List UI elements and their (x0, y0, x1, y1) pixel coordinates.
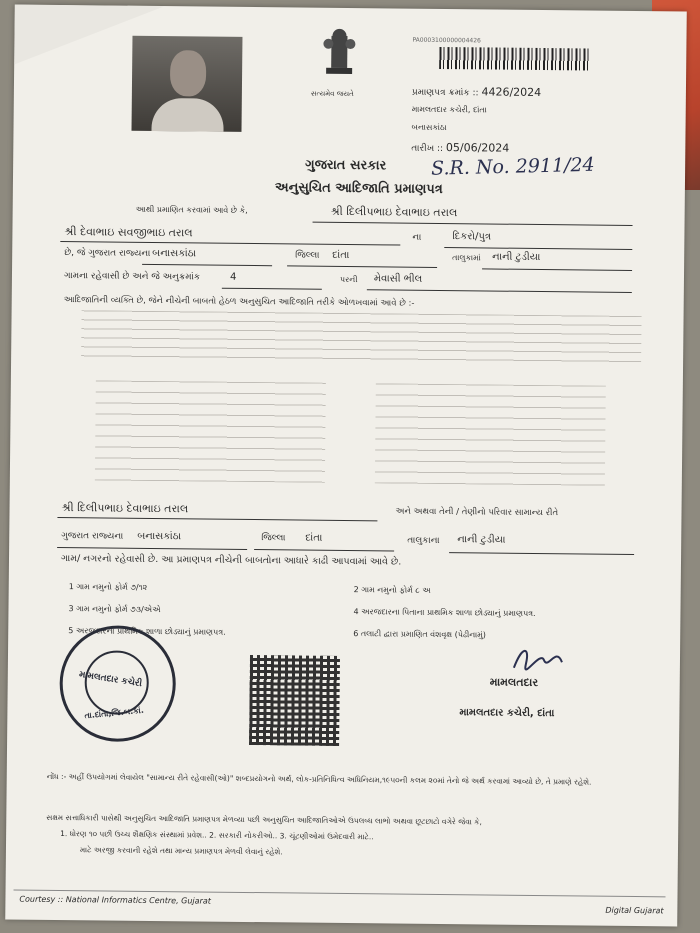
par-label: પરની (339, 274, 358, 285)
signatory-office: મામલતદાર કચેરી, દાંતા (459, 707, 555, 720)
date-row (411, 141, 509, 155)
basis-statement: ગામ/ નગરનો રહેવાસી છે. આ પ્રમાણપત્ર નીચેની બાબતોના આધારે કાઢી આપવામાં આવે છે. (60, 553, 402, 568)
section2-jilla-label: જિલ્લા (261, 533, 286, 544)
photo-face (170, 50, 206, 96)
underline (287, 265, 437, 268)
taluka-label: તાલુકામાં (452, 253, 481, 263)
note-benefits-list: 1. ધોરણ ૧૦ પછી ઉચ્ચ શૈક્ષણિક સંસ્થામાં પ્રવેશ.. 2. સરકારી નોકરીઓ.. 3. ચૂંટણીઓમાં ઉમેદવારી માટે.. (60, 829, 374, 842)
adijati-statement: આદિજાતિની વ્યક્તિ છે, જેને નીચેની બાબતો હેઠળ અનુસુચિત આદિજાતિ તરીકે ઓળખવામાં આવે છે :- (63, 295, 415, 309)
cert-no-value: 4426/2024 (481, 85, 542, 100)
date-label: તારીખ :: (411, 143, 444, 154)
section2-village: નાની ટુડીયા (457, 534, 506, 546)
certificate-title: અનુસુચિત આદિજાતિ પ્રમાણપત્ર (274, 180, 443, 197)
section2-taluka-label: તાલુકાના (407, 535, 440, 546)
basis-item-4: 4 અરજદારના પિતાના પ્રાથમિક શાળા છોડ્યાનું પ્રમાણપત્ર. (353, 607, 536, 618)
stamp-text: મામલતદાર કચેરી (78, 669, 143, 690)
village: નાની ટુડીયા (492, 251, 541, 264)
section2-and-or: અને અથવા તેની / તેણીનો પરિવાર સામાન્ય રીતે (395, 506, 559, 519)
sr-no-handwritten: S.R. No. 2911/24 (430, 153, 595, 180)
section2-taluka: દાંતા (305, 532, 323, 544)
father-name: શ્રી દેવાભાઇ સવજીભાઇ તરાલ (64, 225, 193, 240)
basis-item-2: 2 ગામ નમુનો ફોર્મ ૮ અ (353, 585, 431, 595)
applicant-photo (131, 36, 242, 132)
serial-number: 4 (229, 271, 237, 283)
basis-item-6: 6 તલાટી દ્વારા પ્રમાણિત વંશવૃક્ષ (પેઢીનામું) (353, 629, 486, 640)
header-office: મામલતદાર કચેરી, દાંતા (411, 104, 487, 115)
statute-fineprint-right (375, 383, 606, 485)
date-value: 05/06/2024 (445, 141, 510, 155)
underline (57, 517, 377, 521)
relation: દિકરો/પુત્ર (452, 231, 492, 243)
statute-fineprint-left (95, 380, 326, 482)
underline (142, 264, 272, 266)
jilla-label: જિલ્લા (295, 250, 320, 261)
certificate-sheet (5, 5, 687, 927)
barcode (439, 47, 589, 71)
underline (313, 222, 633, 226)
stamp-place: તા.દાંતા,જિ.બ.કાં. (84, 705, 145, 721)
underline (449, 552, 634, 555)
emblem-caption: સત્યમેવ જયતે (310, 89, 354, 99)
section2-name: શ્રી દિલીપભાઇ દેવાભાઇ તરાલ (61, 501, 189, 516)
state-prefix: છે, જે ગુજરાત રાજ્યના (64, 248, 151, 259)
underline (57, 547, 247, 550)
govt-title: ગુજરાત સરકાર (305, 157, 387, 174)
gaam-prefix: ગામના રહેવાસી છે અને જે અનુક્રમાંક (63, 271, 201, 283)
basis-item-3: 3 ગામ નમુનો ફોર્મ ૭૩/એએ (68, 604, 161, 615)
applicant-name: શ્રી દિલીપભાઇ દેવાભાઇ તરાલ (330, 204, 458, 220)
underline (60, 241, 400, 246)
certify-prefix: આથી પ્રમાણિત કરવામાં આવે છે કે, (135, 204, 248, 215)
handwritten-signature-icon (508, 642, 568, 677)
photo-body (151, 98, 223, 132)
taluka: દાંતા (332, 249, 350, 262)
footer-digital-gujarat: Digital Gujarat (605, 905, 664, 916)
note-benefits: સક્ષમ સત્તાધિકારી પાસેથી અનુસુચિત આદિજાતિ પ્રમાણપત્ર મેળવ્યા પછી અનુસુચિત આદિજાતિઓએ ઉપલબ્ધ લાભો અથવા છૂટછાટો વગેરે જેવા કે, (46, 812, 482, 827)
footer-courtesy: Courtesy :: National Informatics Centre, Gujarat (19, 894, 211, 906)
basis-item-1: 1 ગામ નમુનો ફોર્મ ૭/૧૨ (68, 582, 148, 592)
underline (444, 247, 632, 250)
header-district: બનાસકાંઠા (411, 122, 447, 133)
section2-state-prefix: ગુજરાત રાજ્યના (61, 531, 124, 542)
basis-item-5: 5 અરજદારના પ્રાથમિક શાળા છોડ્યાનું પ્રમાણપત્ર. (68, 626, 226, 637)
na-label: ના (412, 232, 422, 243)
office-stamp (59, 625, 176, 742)
underline (482, 268, 632, 271)
underline (222, 288, 322, 290)
tribe-name: મેવાસી ભીલ (373, 273, 423, 285)
qr-code (249, 655, 340, 746)
national-emblem-icon (314, 28, 365, 89)
cert-no-label: પ્રમાણપત્ર ક્રમાંક :: (411, 87, 479, 99)
underline (254, 549, 394, 551)
note-residence: નોંધ :- અહીં ઉપયોગમાં લેવાયેલ "સામાન્ય રીતે રહેવાસી(ઓ)" શબ્દપ્રયોગનો અર્થ, લોક-પ્રતિનિધિત્વ અધિનિયમ,૧૯૫૦ની કલમ ૨૦માં તેનો જે અર્થ કરવામાં આવ્યો છે, તે પ્રમાણે રહેશે. (46, 771, 592, 787)
barcode-label: PA0003100000004426 (412, 36, 481, 45)
underline (367, 289, 632, 293)
signatory-designation: મામલતદાર (489, 675, 539, 690)
statute-fineprint-top (81, 310, 642, 368)
note-apply: માટે અરજી કરવાની રહેશે તથા માન્ય પ્રમાણપત્ર મેળવી લેવાનું રહેશે. (79, 845, 283, 857)
section2-district: બનાસકાંઠા (137, 530, 182, 543)
cert-no-row (412, 85, 541, 99)
district: બનાસકાંઠા (152, 247, 197, 260)
